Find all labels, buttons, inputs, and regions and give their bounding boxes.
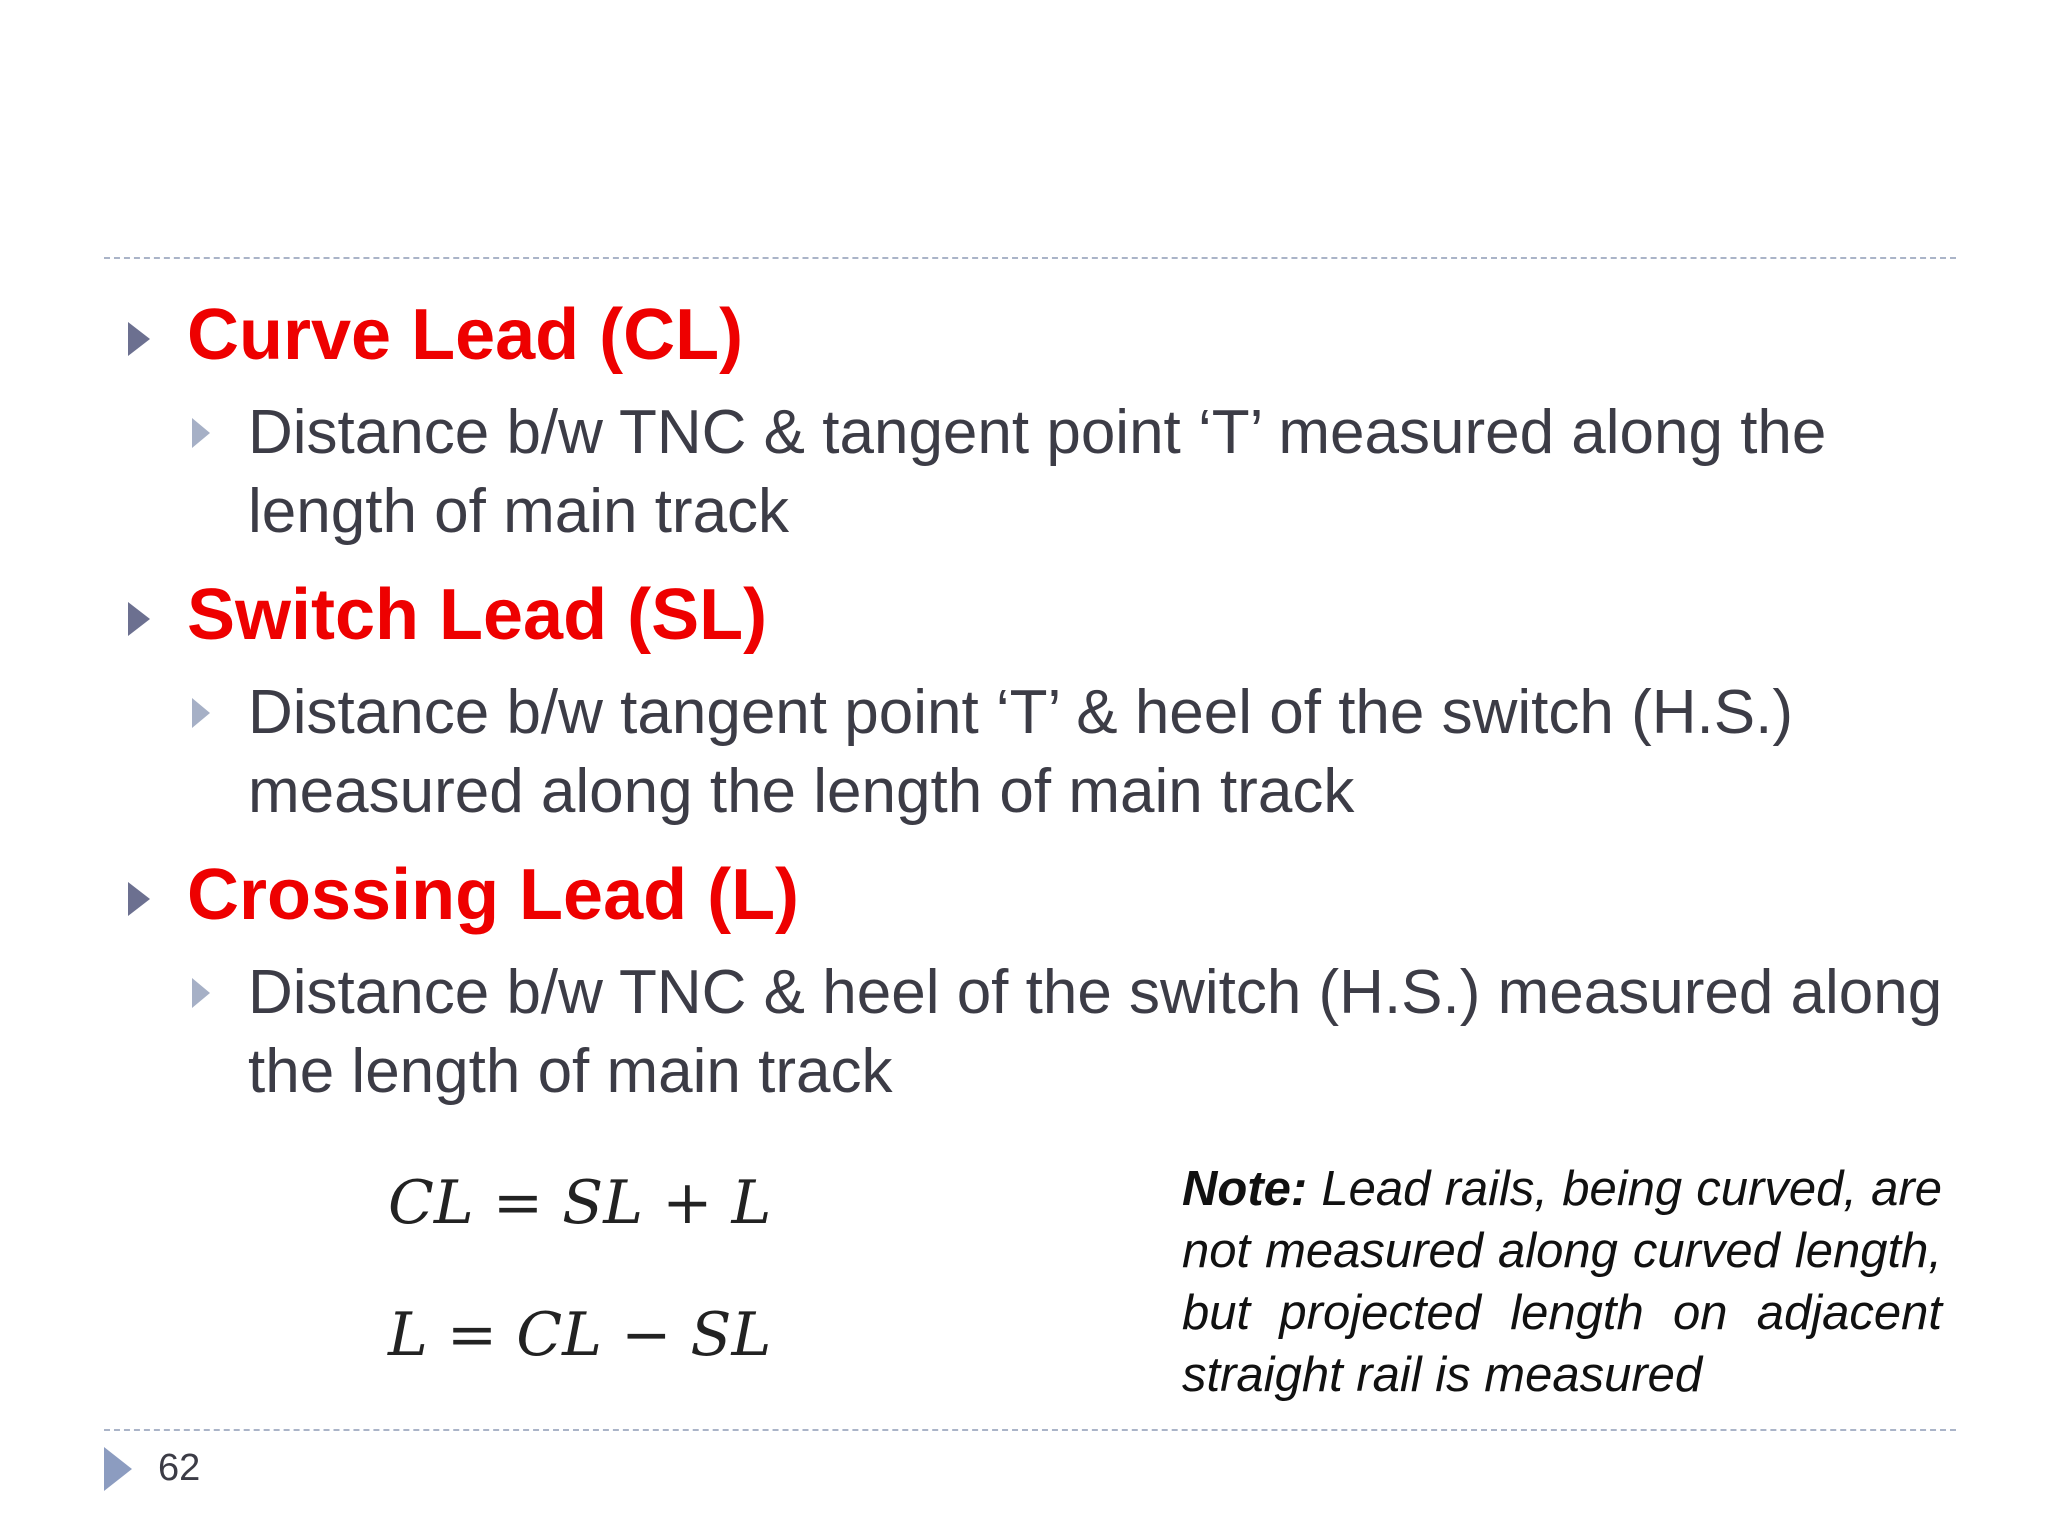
formula-crossing-lead: L = CL − SL — [388, 1300, 772, 1370]
heading-switch-lead: Switch Lead (SL) — [187, 575, 768, 655]
page-number: 62 — [158, 1447, 201, 1489]
description-crossing-lead: Distance b/w TNC & heel of the switch (H.S.) measured along the length of main track — [248, 958, 1943, 1106]
description-curve-lead: Distance b/w TNC & tangent point ‘T’ measured along the length of main track — [248, 398, 1827, 546]
sub-bullet-triangle-icon — [192, 698, 210, 728]
description-switch-lead: Distance b/w tangent point ‘T’ & heel of the switch (H.S.) measured along the length of main track — [248, 678, 1793, 826]
note-text: Lead rails, being curved, are not measured along curved length, but projected length on adjacent straight rail is measured — [1182, 1162, 1942, 1402]
bottom-divider — [104, 1429, 1956, 1431]
note-label: Note: — [1182, 1162, 1308, 1216]
formula-curve-lead: CL = SL + L — [388, 1168, 772, 1238]
sub-bullet-triangle-icon — [192, 978, 210, 1008]
note-box — [1182, 1158, 1942, 1406]
heading-curve-lead: Curve Lead (CL) — [187, 295, 744, 375]
sub-bullet-triangle-icon — [192, 418, 210, 448]
top-divider — [104, 257, 1956, 259]
heading-crossing-lead: Crossing Lead (L) — [187, 855, 800, 935]
footer-triangle-icon — [104, 1447, 132, 1491]
bullet-triangle-icon — [128, 602, 150, 636]
bullet-triangle-icon — [128, 322, 150, 356]
bullet-triangle-icon — [128, 882, 150, 916]
